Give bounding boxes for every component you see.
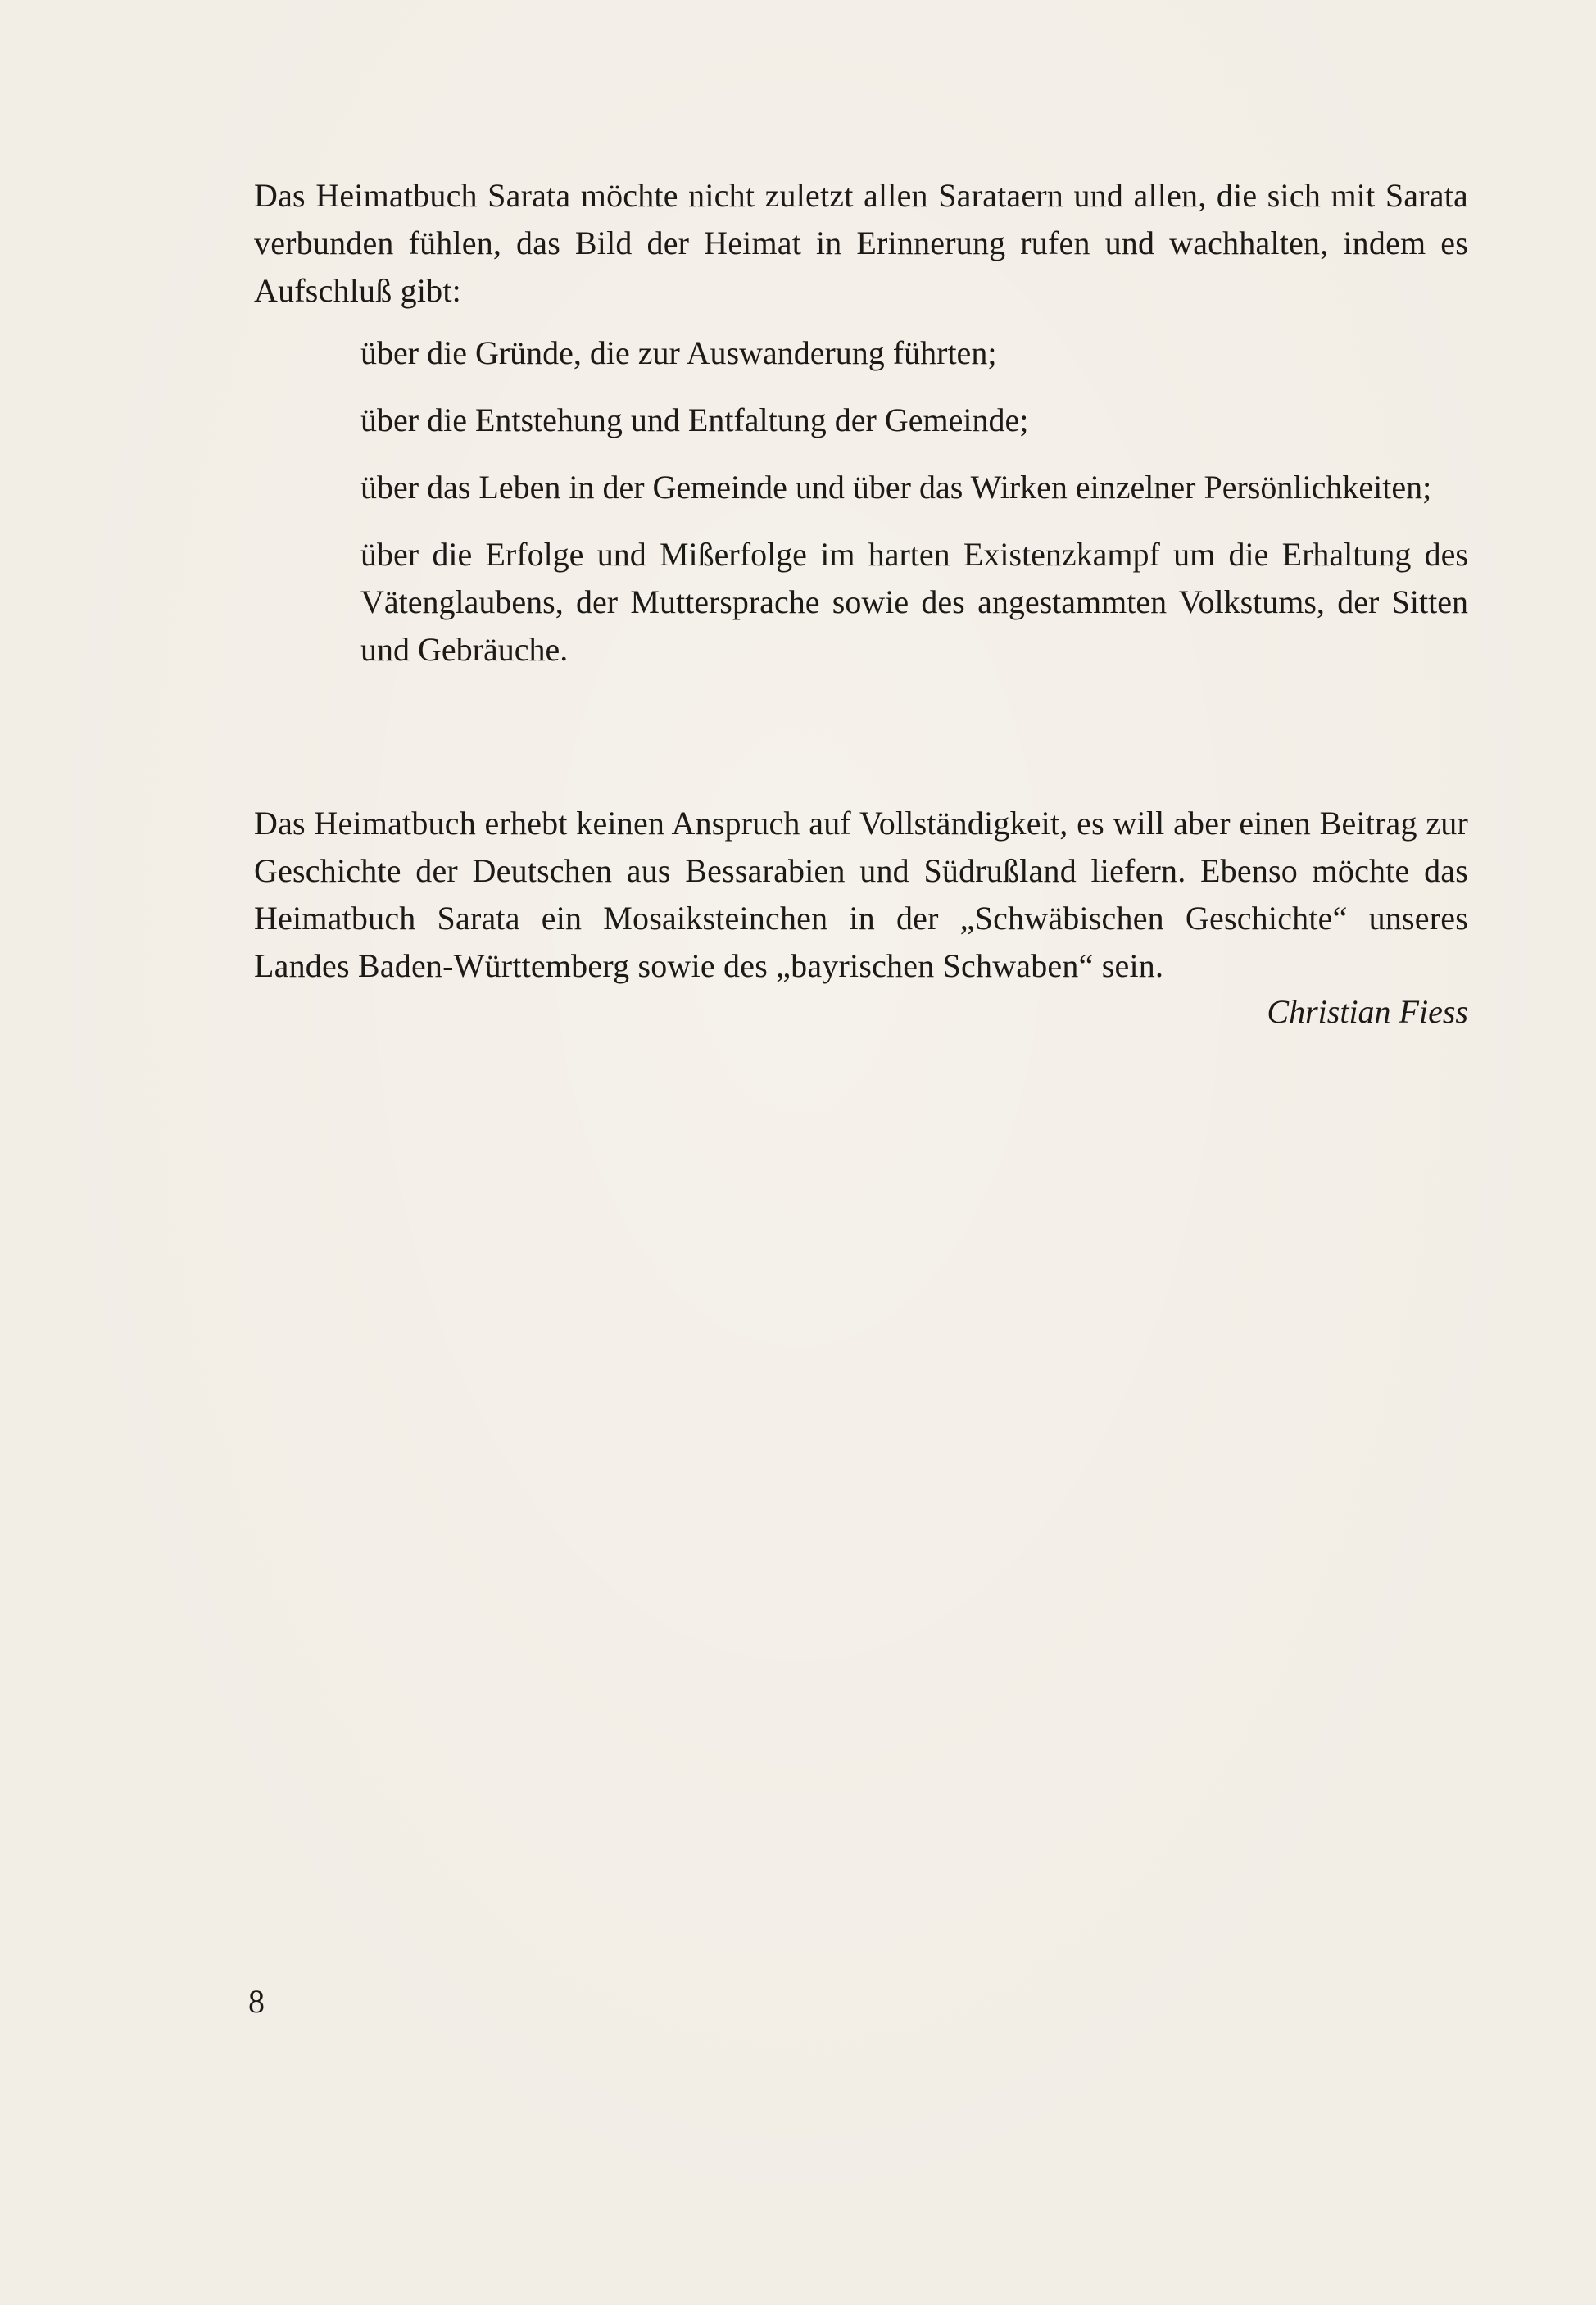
list-item: über die Gründe, die zur Auswanderung führten;	[360, 334, 997, 371]
closing-paragraph: Das Heimatbuch erhebt keinen Anspruch auf Vollständigkeit, es will aber einen Beitrag zur Geschichte der Deutschen aus Bessarabien und Südrußland liefern. Ebenso möchte das Heimatbuch Sarata ein Mosaiksteinchen in der „Schwäbischen Geschichte“ unseres Landes Baden-Württemberg sowie des „bayrischen Schwaben“ sein.	[254, 805, 1468, 984]
topics-list	[360, 329, 1468, 693]
list-item: über die Erfolge und Mißerfolge im harten Existenzkampf um die Erhaltung des Vätenglaubens, der Muttersprache sowie des angestammten Volkstums, der Sitten und Gebräuche.	[360, 536, 1468, 668]
intro-paragraph: Das Heimatbuch Sarata möchte nicht zuletzt allen Sarataern und allen, die sich mit Sarata verbunden fühlen, das Bild der Heimat in Erinnerung rufen und wachhalten, indem es Aufschluß gibt:	[254, 177, 1468, 309]
list-item: über die Entstehung und Entfaltung der Gemeinde;	[360, 402, 1029, 438]
author-signature: Christian Fiess	[1267, 993, 1468, 1030]
list-item: über das Leben in der Gemeinde und über das Wirken einzelner Persönlichkeiten;	[360, 469, 1432, 506]
page-number: 8	[248, 1983, 265, 2020]
